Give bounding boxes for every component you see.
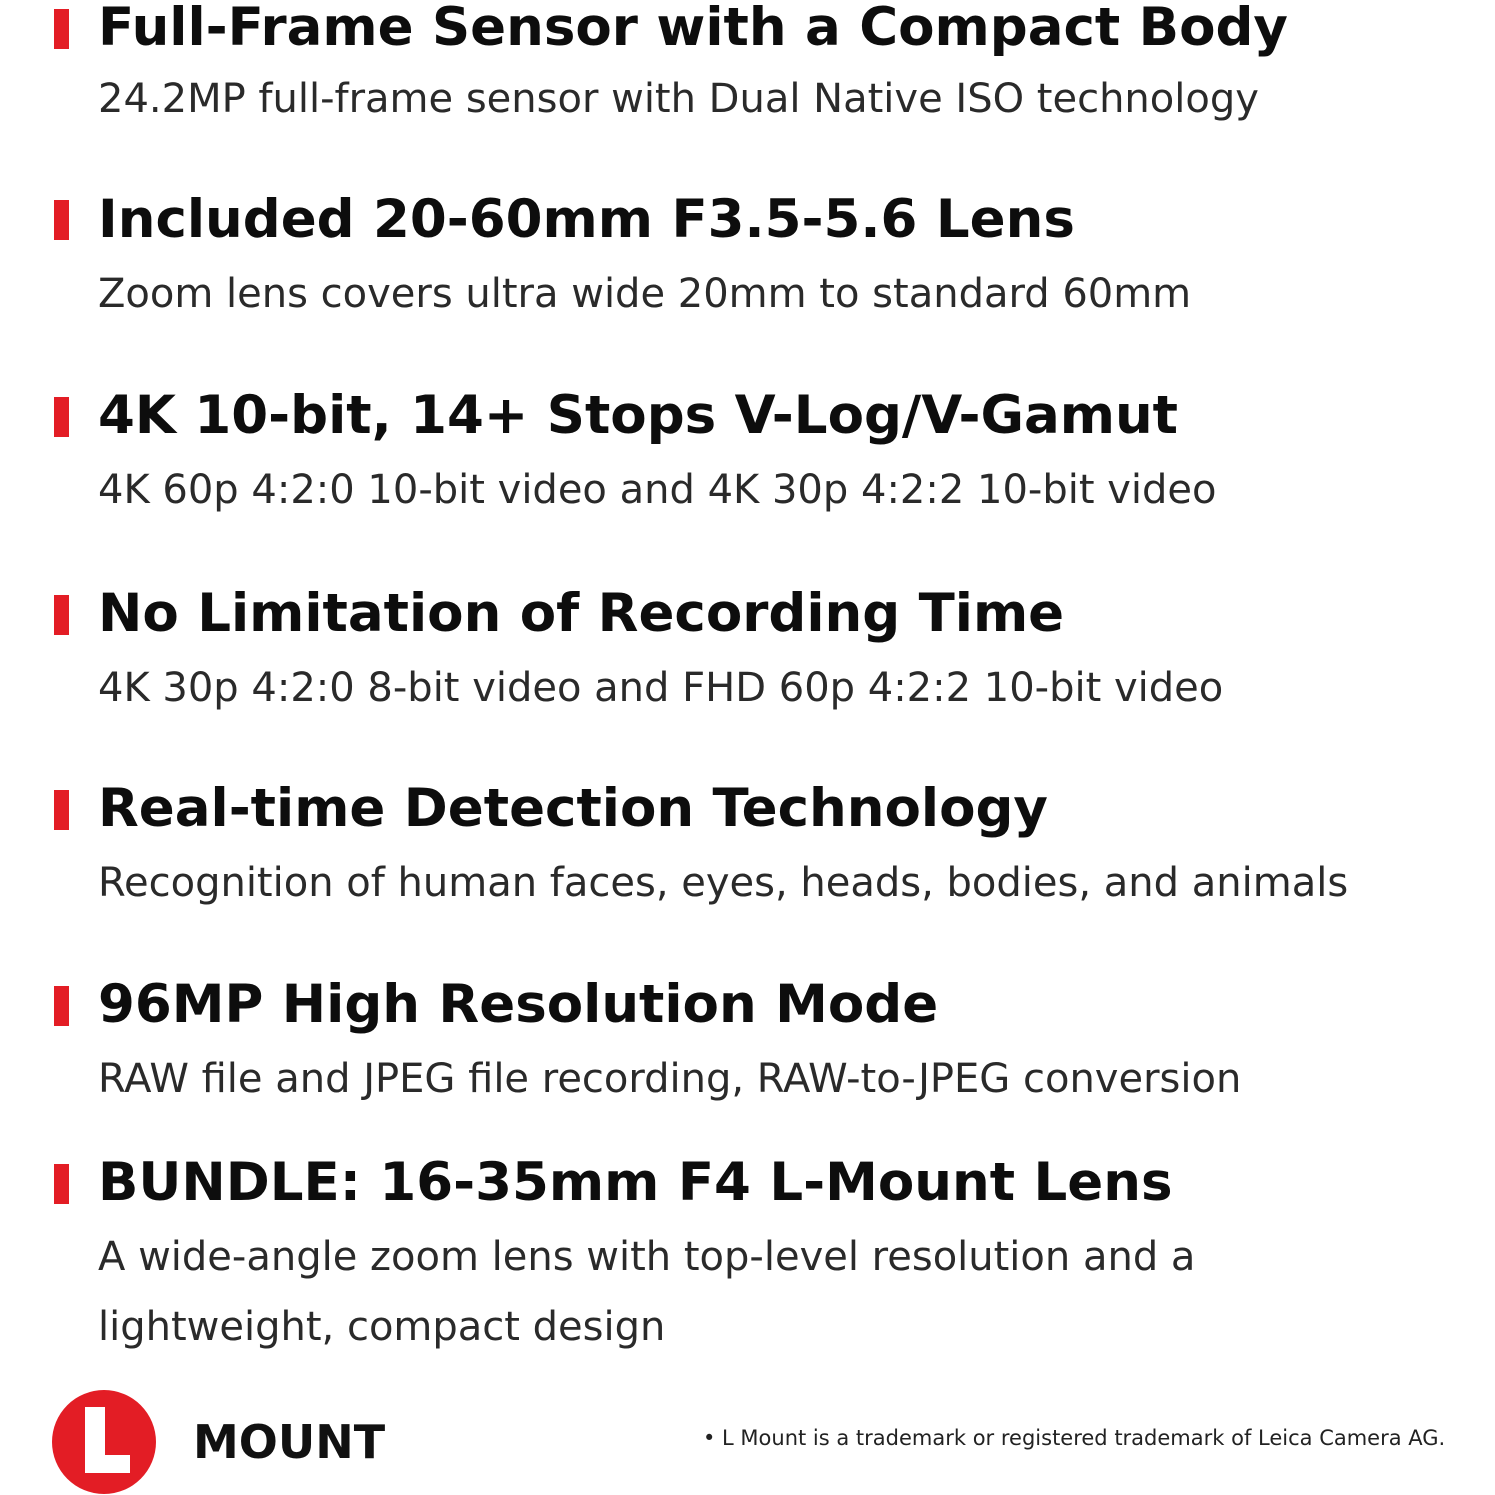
feature-description: 4K 60p 4:2:0 10-bit video and 4K 30p 4:2:2 10-bit video: [98, 467, 1217, 513]
trademark-note: • L Mount is a trademark or registered trademark of Leica Camera AG.: [703, 1426, 1446, 1450]
red-bar-icon: [54, 1164, 69, 1204]
red-bar-icon: [54, 9, 69, 49]
feature-description: A wide-angle zoom lens with top-level resolution and a lightweight, compact design: [98, 1234, 1196, 1350]
red-bar-icon: [54, 397, 69, 437]
feature-description: Recognition of human faces, eyes, heads, bodies, and animals: [98, 860, 1349, 906]
red-bar-icon: [54, 986, 69, 1026]
feature-title: BUNDLE: 16-35mm F4 L-Mount Lens: [98, 1152, 1173, 1213]
feature-title: Included 20-60mm F3.5-5.6 Lens: [98, 189, 1075, 250]
feature-title: 96MP High Resolution Mode: [98, 974, 939, 1035]
feature-title: No Limitation of Recording Time: [98, 583, 1065, 644]
red-bar-icon: [54, 200, 69, 240]
l-mount-logo-icon: [52, 1390, 156, 1494]
red-bar-icon: [54, 790, 69, 830]
mount-label: MOUNT: [193, 1415, 386, 1469]
feature-description: Zoom lens covers ultra wide 20mm to standard 60mm: [98, 271, 1192, 317]
red-bar-icon: [54, 595, 69, 635]
feature-title: Real-time Detection Technology: [98, 778, 1048, 839]
feature-title: Full-Frame Sensor with a Compact Body: [98, 0, 1288, 58]
feature-description: 4K 30p 4:2:0 8-bit video and FHD 60p 4:2:2 10-bit video: [98, 665, 1224, 711]
feature-title: 4K 10-bit, 14+ Stops V-Log/V-Gamut: [98, 385, 1179, 446]
feature-description: 24.2MP full-frame sensor with Dual Native ISO technology: [98, 76, 1259, 122]
feature-description: RAW file and JPEG file recording, RAW-to-JPEG conversion: [98, 1056, 1242, 1102]
